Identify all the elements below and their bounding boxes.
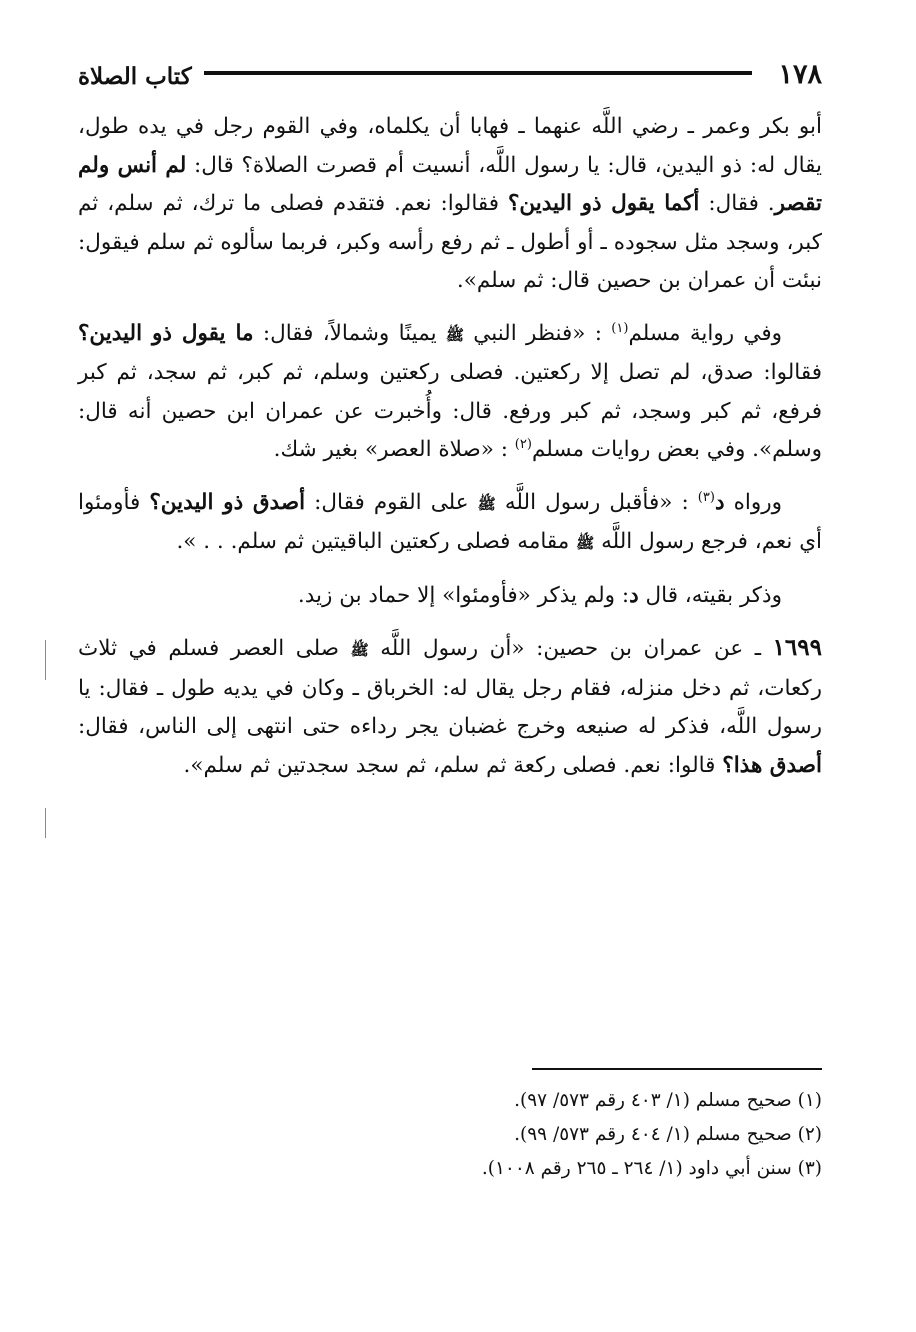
bold-quote: ما يقول ذو اليدين؟ [78, 320, 254, 346]
honorific-glyph: ﷺ [445, 325, 464, 344]
hadith-number: ١٦٩٩ [772, 634, 822, 661]
text-run: فأومئوا أي نعم، فرجع رسول اللَّه [78, 489, 822, 554]
scan-margin-mark [45, 640, 46, 680]
text-run: فقالوا: نعم. فتقدم فصلى ما ترك، ثم سلم، ثم كبر، وسجد مثل سجوده ـ أو أطول ـ ثم رفع رأسه وكبر، فربما سألوه ثم سلم فيقول: نبئت أن عمران بن حصين قال: ثم سلم». [78, 191, 822, 293]
footnote-ref: (١) [611, 320, 629, 336]
text-run: أبو بكر وعمر ـ رضي اللَّه عنهما ـ فهابا أن يكلماه، وفي القوم رجل في يده طول، يقال له: ذو اليدين، قال: يا رسول اللَّه، أنسيت أم قصرت الصلاة؟ قال: [78, 114, 822, 178]
footnote-ref: (٢) [514, 436, 532, 452]
header-rule [204, 71, 752, 75]
text-run: على القوم فقال: [305, 489, 478, 515]
page-number: ١٧٨ [778, 59, 822, 90]
footnote-ref: (٣) [697, 489, 715, 505]
text-run: ورواه [724, 489, 782, 515]
footnote-rule [532, 1068, 822, 1070]
footnotes [78, 1084, 822, 1186]
page-header [78, 60, 822, 100]
source-abbrev: د [714, 489, 725, 515]
honorific-glyph: ﷺ [477, 494, 496, 513]
text-run: . فقال: [699, 191, 775, 216]
bold-quote: أصدق هذا؟ [722, 752, 822, 778]
paragraph-3 [78, 484, 822, 563]
bold-quote: أصدق ذو اليدين؟ [149, 489, 306, 515]
text-run: فقالوا: صدق، لم تصل إلا ركعتين. فصلى ركعتين وسلم، ثم كبر، ثم سجد، ثم كبر فرفع، ثم كبر وسجد، ثم كبر ورفع. قال: وأُخبرت عن عمران ابن حصين أنه قال: وسلم». وفي بعض روايات مسلم [78, 360, 822, 462]
source-abbrev: د [629, 582, 639, 608]
footnote-2: (٢) صحيح مسلم (١/ ٤٠٤ رقم ٥٧٣/ ٩٩). [514, 1124, 822, 1145]
honorific-glyph: ﷺ [576, 534, 595, 552]
main-text [78, 108, 822, 799]
text-run: يمينًا وشمالاً، فقال: [253, 320, 446, 346]
bold-quote: أكما يقول ذو اليدين؟ [507, 191, 700, 216]
paragraph-4 [78, 577, 822, 616]
text-run: ـ عن عمران بن حصين: «أن رسول اللَّه [368, 636, 773, 661]
running-title: كتاب الصلاة [78, 63, 192, 90]
text-run: : «صلاة العصر» بغير شك. [273, 437, 515, 462]
text-run: وفي رواية مسلم [628, 320, 782, 346]
honorific-glyph: ﷺ [350, 641, 369, 659]
text-run: وذكر بقيته، قال [638, 582, 782, 608]
footnote-1: (١) صحيح مسلم (١/ ٤٠٣ رقم ٥٧٣/ ٩٧). [514, 1090, 822, 1111]
bold-quote: لم أنس ولم تقصر [78, 152, 823, 216]
paragraph-1 [78, 108, 822, 301]
text-run: قالوا: نعم. فصلى ركعة ثم سلم، ثم سجد سجدتين ثم سلم». [183, 752, 723, 778]
paragraph-2 [78, 315, 822, 470]
footnote-3: (٣) سنن أبي داود (١/ ٢٦٤ ـ ٢٦٥ رقم ١٠٠٨). [481, 1158, 822, 1179]
scan-margin-mark [45, 808, 46, 838]
paragraph-5 [78, 629, 822, 785]
text-run: : «فنظر النبي [463, 320, 612, 346]
text-run: : ولم يذكر «فأومئوا» إلا حماد بن زيد. [297, 582, 630, 608]
text-run: : «فأقبل رسول اللَّه [495, 489, 698, 515]
text-run: صلى العصر فسلم في ثلاث ركعات، ثم دخل منزله، فقام رجل يقال له: الخرباق ـ وكان في يديه طول ـ فقال: يا رسول اللَّه، فذكر له صنيعه وخرج غضبان يجر رداءه حتى انتهى إلى الناس، فقال: [78, 636, 822, 739]
text-run: مقامه فصلى ركعتين الباقيتين ثم سلم. . . ». [176, 529, 577, 554]
